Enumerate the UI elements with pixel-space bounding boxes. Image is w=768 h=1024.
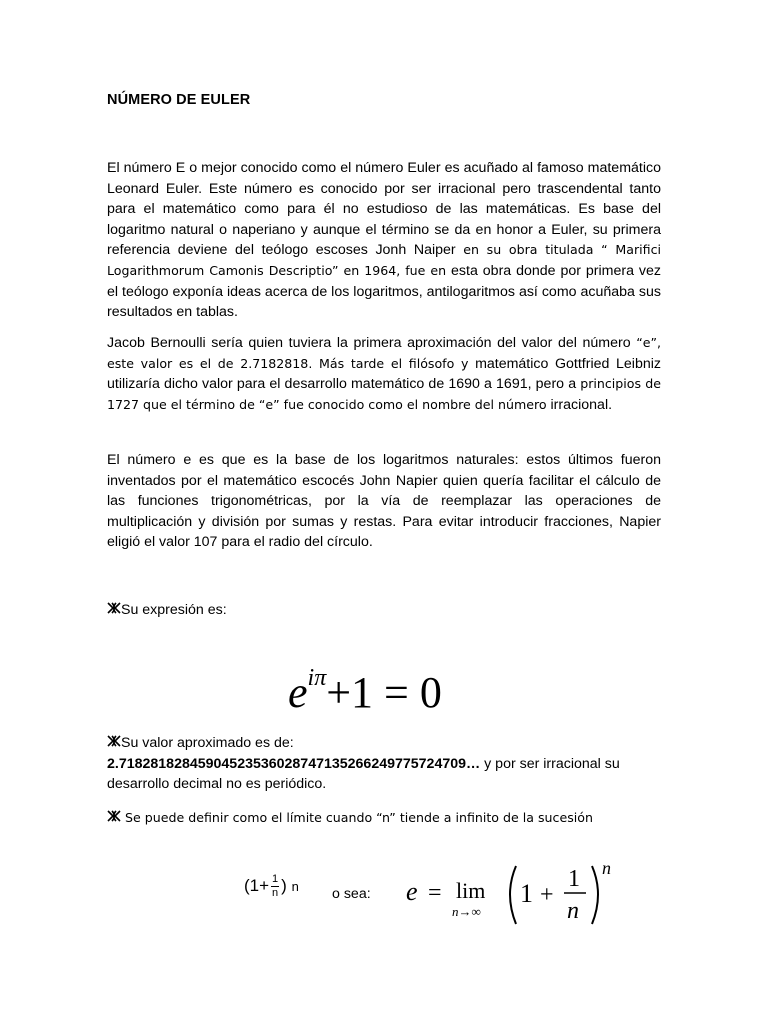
limit-lhs: e	[406, 877, 418, 906]
seq-fraction-num: 1	[272, 873, 279, 885]
approx-value-label: Su valor aproximado es de:	[121, 735, 294, 751]
approx-value-block	[107, 733, 667, 795]
paragraph-1-part-c: esta obra donde por primera vez el teólogo exponía ideas acerca de los logaritmos, antilogaritmos así como acuñaba sus resultados en tablas.	[107, 262, 661, 321]
limit-eq: =	[428, 880, 442, 906]
bullet-icon	[107, 733, 121, 754]
limit-definition-line	[107, 808, 593, 829]
paragraph-1-part-a: El número E o mejor conocido como el número Euler es acuñado al famoso matemático Leonard Euler. Este número es conocido por ser irracional pero trascendental tanto para el matemático como para él no estudioso de las matemáticas. Es base del logaritmo natural o naperiano y aunque el término se da en honor a Euler, su primera referencia deviene del teólogo escoses Jonh Naiper	[107, 160, 661, 259]
seq-fraction-den: n	[272, 887, 279, 899]
paragraph-1	[107, 158, 661, 323]
limit-sub: n→∞	[452, 904, 481, 919]
approx-value-rest: y por ser irracional su desarrollo decimal no es periódico.	[107, 755, 620, 793]
paragraph-2	[107, 333, 661, 415]
limit-definition-label: Se puede definir como el límite cuando “n” tiende a infinito de la sucesión	[125, 810, 593, 825]
expression-label: Su expresión es:	[121, 602, 227, 618]
limit-one: 1	[520, 879, 533, 908]
limit-formula	[404, 858, 624, 930]
sequence-expression	[244, 873, 299, 900]
page-title: NÚMERO DE EULER	[107, 92, 251, 108]
formula-exponent: iπ	[307, 665, 327, 691]
formula-rest: +1 = 0	[326, 668, 442, 717]
bullet-icon	[107, 600, 121, 621]
expression-line	[107, 600, 227, 621]
bullet-icon	[107, 808, 121, 829]
paragraph-1-part-b: en su obra titulada “ Marifici Logarithmorum Camonis Descriptio” en 1964, fue en	[107, 242, 661, 278]
osea-label: o sea:	[332, 886, 371, 902]
seq-open: (1+	[244, 875, 270, 895]
limit-lim: lim	[456, 878, 486, 903]
limit-den: n	[567, 898, 579, 924]
formula-base: e	[288, 668, 308, 717]
seq-fraction	[271, 873, 279, 900]
euler-identity-formula	[288, 650, 442, 717]
paragraph-2-part-c: matemático Gottfried Leibniz utilizaría dicho valor para el desarrollo matemático de 1690 a 1691, pero a	[107, 355, 661, 393]
paragraph-2-part-a: Jacob Bernoulli sería quien tuviera la primera aproximación del valor del número	[107, 335, 631, 351]
paragraph-2-part-e: irracional.	[550, 396, 613, 413]
seq-close: )	[281, 875, 287, 895]
seq-exponent: n	[291, 878, 299, 894]
limit-exponent: n	[602, 858, 611, 878]
paragraph-3: El número e es que es la base de los logaritmos naturales: estos últimos fueron inventados por el matemático escocés John Napier quien quería facilitar el cálculo de las funciones trigonométricas, por la vía de reemplazar las operaciones de multiplicación y división por sumas y restas. Para evitar introducir fracciones, Napier eligió el valor 107 para el radio del círculo.	[107, 452, 661, 551]
paragraph-2-part-d: principios de 1727 que el término de “e” fue conocido como el nombre del número	[107, 376, 661, 412]
limit-plus: +	[540, 882, 554, 908]
left-paren	[510, 866, 516, 924]
right-paren	[592, 866, 598, 924]
paragraph-2-part-b: “e”, este valor es el de 2.7182818. Más tarde el filósofo y	[107, 335, 661, 371]
limit-num: 1	[568, 866, 580, 892]
approx-value-digits: 2.71828182845904523536028747135266249775724709…	[107, 755, 481, 772]
